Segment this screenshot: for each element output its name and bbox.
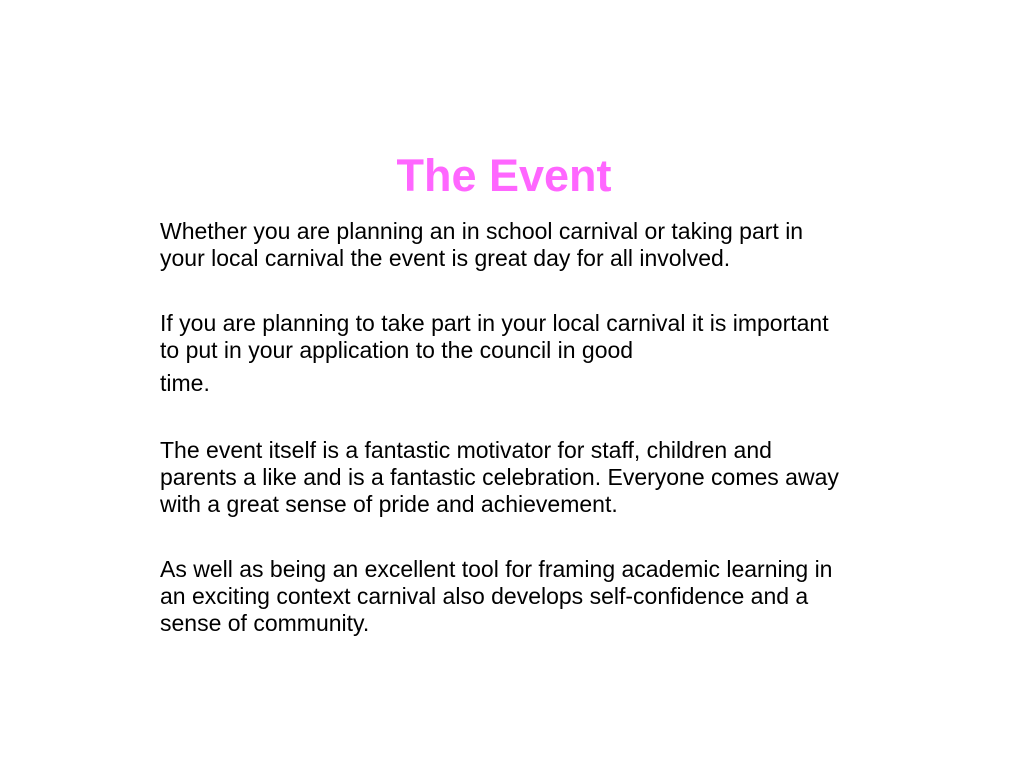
slide-title: The Event: [396, 150, 612, 201]
paragraph-application-tail: time.: [160, 370, 210, 396]
slide-body: [160, 218, 850, 675]
paragraph-motivator: The event itself is a fantastic motivator for staff, children and parents a like and is a fantastic celebration. Everyone comes away with a great sense of pride and achievement.: [160, 437, 839, 517]
paragraph-learning: As well as being an excellent tool for framing academic learning in an exciting context carnival also develops self-confidence and a sense of community.: [160, 556, 833, 636]
paragraph-application: [160, 310, 850, 397]
paragraph-planning: Whether you are planning an in school carnival or taking part in your local carnival the event is great day for all involved.: [160, 218, 804, 271]
paragraph-application-text: If you are planning to take part in your local carnival it is important to put in your application to the council in good: [160, 310, 829, 363]
